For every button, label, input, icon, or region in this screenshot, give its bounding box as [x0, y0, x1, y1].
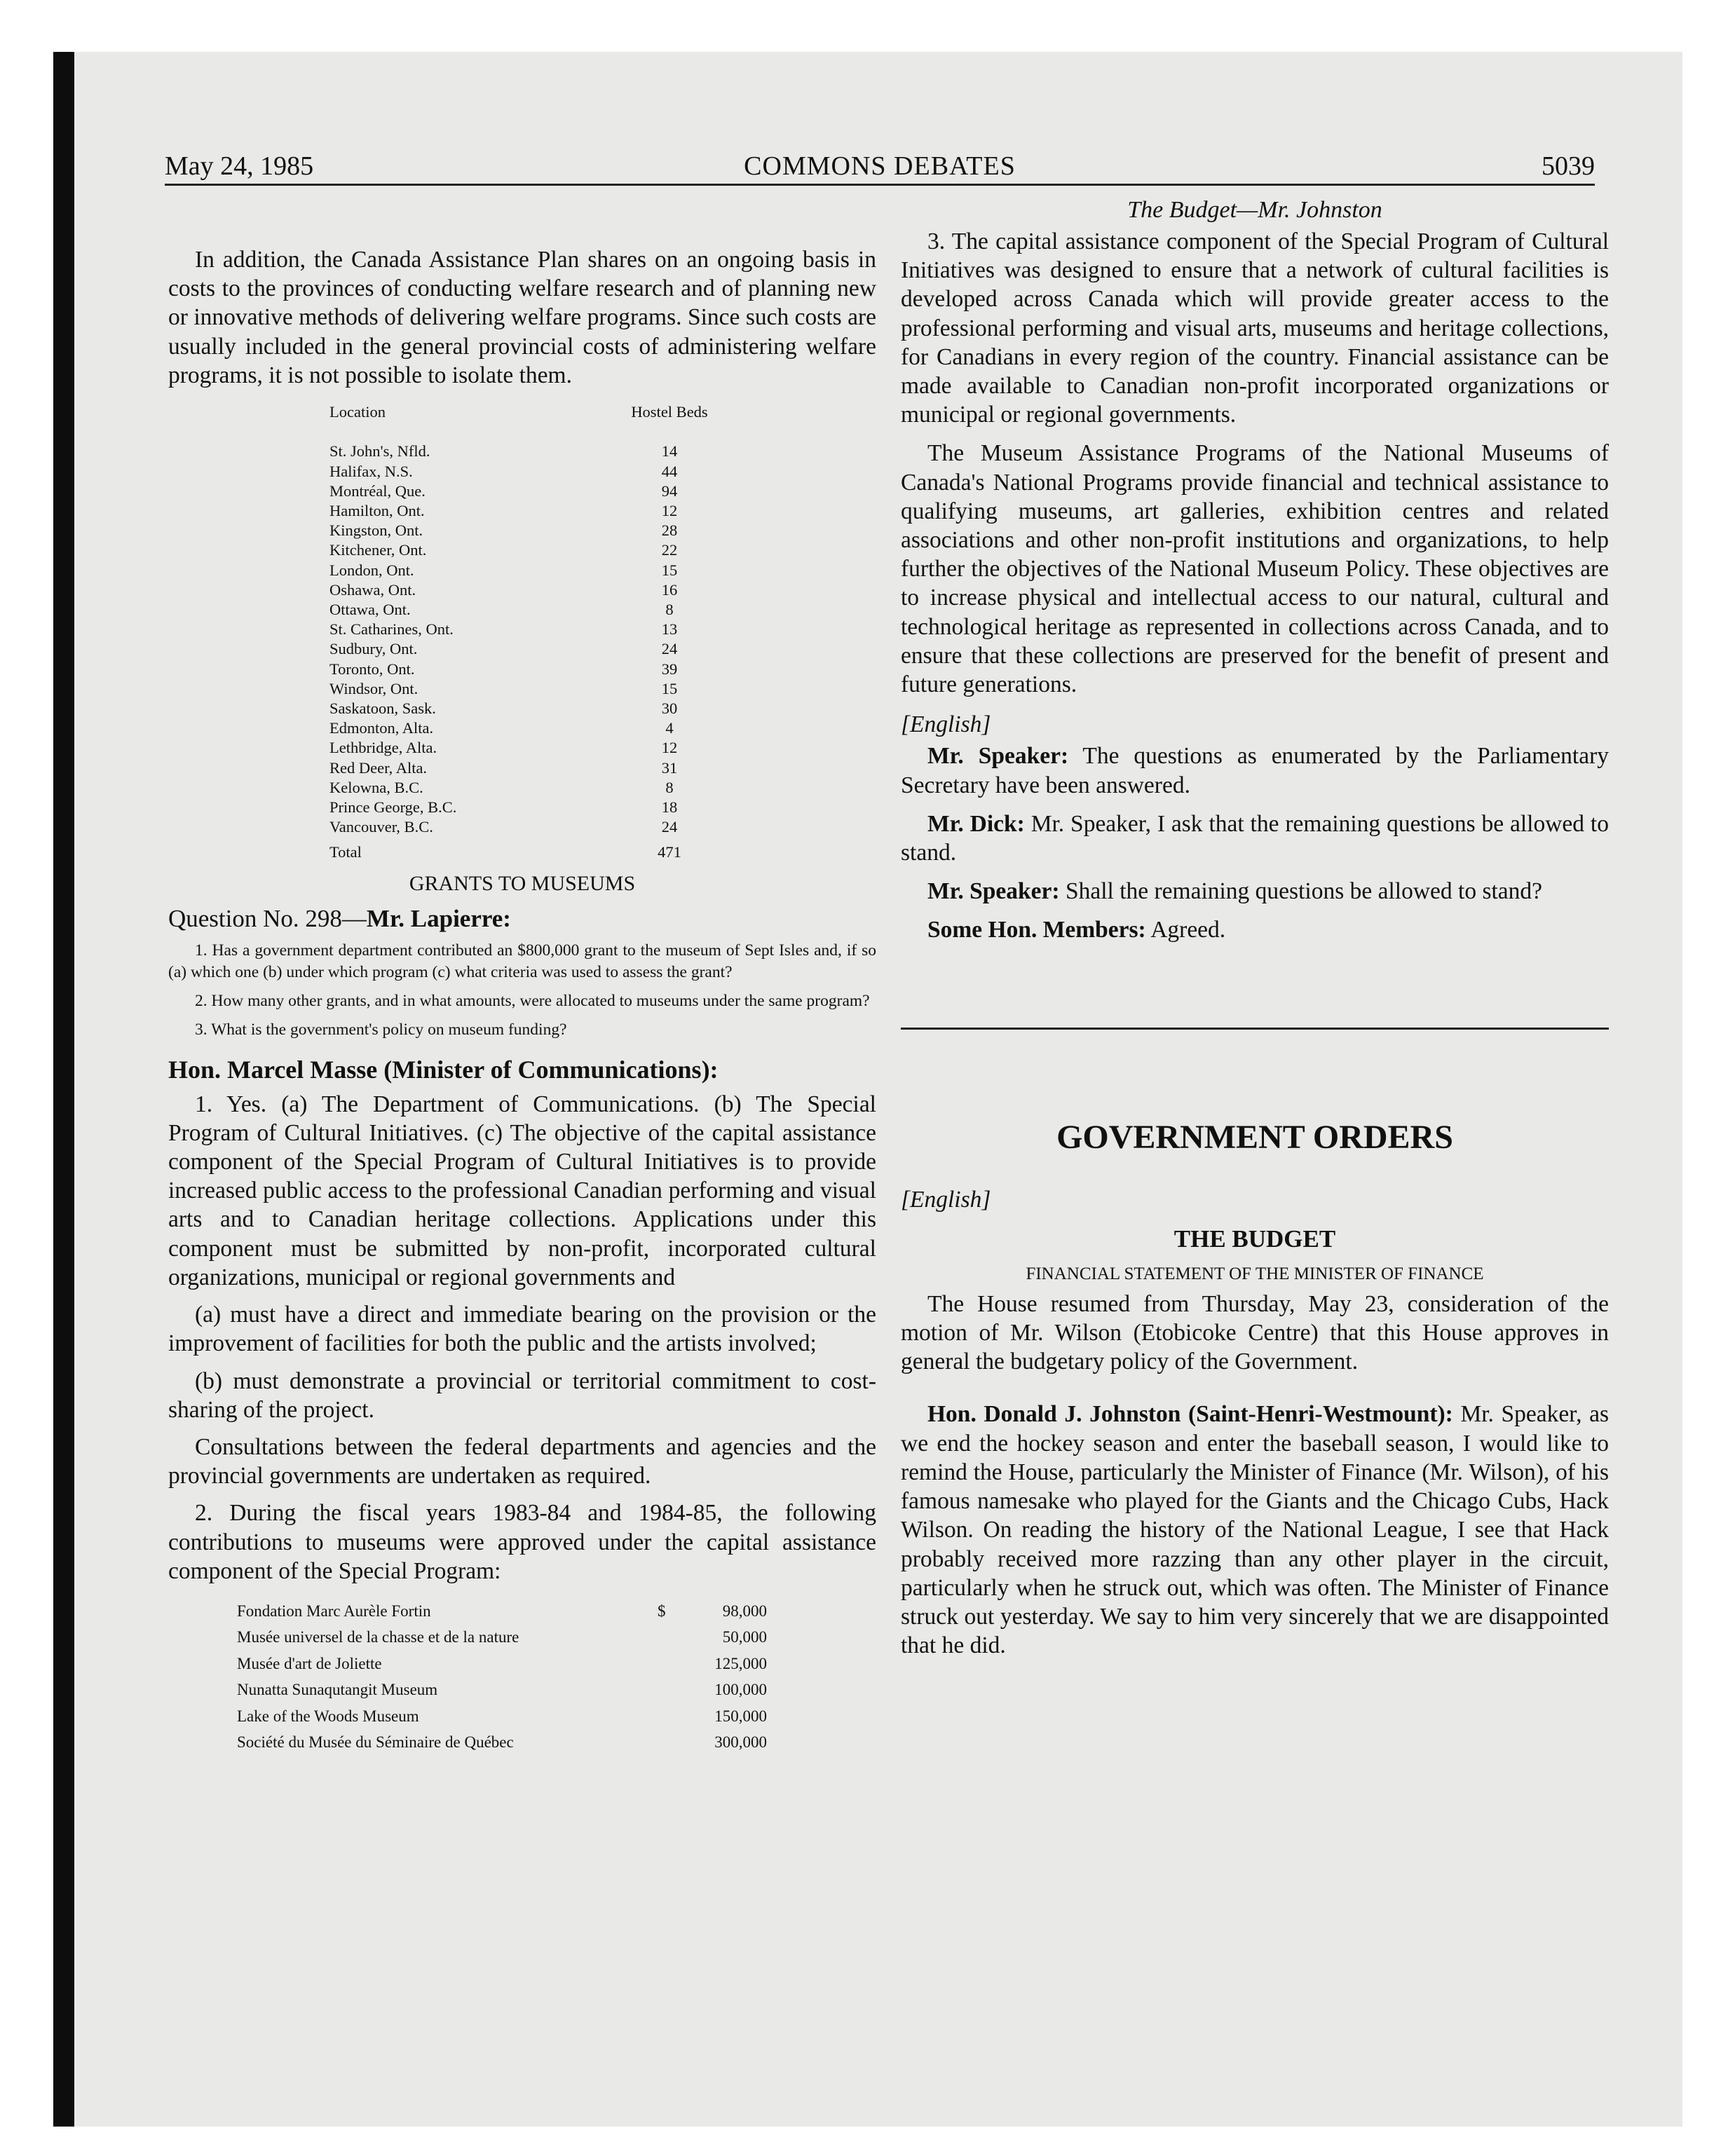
beds-cell: 24 — [661, 818, 678, 836]
table-row — [329, 462, 708, 482]
currency-cell: $ — [658, 1602, 666, 1620]
museum-name-cell: Nunatta Sunaqutangit Museum — [237, 1681, 438, 1699]
answer-paragraph: (b) must demonstrate a provincial or territorial commitment to cost-sharing of the project. — [168, 1367, 876, 1423]
total-label: Total — [329, 843, 362, 861]
answer-speaker: Hon. Marcel Masse (Minister of Communications): — [168, 1055, 719, 1084]
currency-cell — [658, 1729, 683, 1756]
location-cell: Kelowna, B.C. — [329, 778, 423, 796]
table-row — [329, 501, 708, 521]
beds-cell: 16 — [661, 580, 678, 599]
scan-edge — [53, 52, 74, 2127]
grants-table — [237, 1598, 767, 1756]
beds-cell: 13 — [661, 620, 678, 639]
location-cell: Prince George, B.C. — [329, 798, 457, 817]
beds-cell: 28 — [661, 521, 678, 540]
beds-cell: 44 — [661, 462, 678, 480]
beds-cell: 15 — [661, 679, 678, 697]
amount-cell: 98,000 — [722, 1602, 767, 1620]
beds-header-row — [329, 402, 708, 422]
location-cell: St. Catharines, Ont. — [329, 620, 454, 639]
answer-paragraph: (a) must have a direct and immediate bearing on the provision or the improvement of facilities for both the public and the artists involved; — [168, 1302, 876, 1357]
table-row — [329, 778, 708, 798]
location-cell: Kitchener, Ont. — [329, 541, 427, 559]
currency-cell — [658, 1651, 683, 1677]
table-row — [329, 798, 708, 817]
table-row — [329, 660, 708, 679]
question-item: 3. What is the government's policy on museum funding? — [195, 1020, 567, 1039]
intro-paragraph: In addition, the Canada Assistance Plan shares on an ongoing basis in costs to the provinces of conducting welfare research and of planning new or innovative methods of delivering welfare programs. Since such costs are usually included in the general provincial costs of administering welfare programs, it is not possible to isolate them. — [168, 247, 876, 388]
table-row — [237, 1677, 767, 1703]
museum-name-cell: Fondation Marc Aurèle Fortin — [237, 1602, 431, 1620]
speaker-statement-1: Mr. Speaker: The questions as enumerated by the Parliamentary Secretary have been answered. — [901, 743, 1609, 798]
beds-cell: 15 — [661, 561, 678, 579]
hostel-beds-table — [329, 402, 708, 863]
table-row — [329, 580, 708, 600]
location-cell: Montréal, Que. — [329, 482, 426, 500]
speaker-name: Mr. Speaker: — [927, 743, 1069, 770]
museum-name-cell: Musée universel de la chasse et de la nature — [237, 1628, 519, 1646]
table-row — [329, 738, 708, 758]
col-header-beds: Hostel Beds — [631, 403, 708, 421]
johnston-speech: Hon. Donald J. Johnston (Saint-Henri-Westmount): Mr. Speaker, as we end the hockey season and enter the baseball season, I would like to remind the House, particularly the Minister of Finance (Mr. Wilson), of his famous namesake who played for the Giants and the Chicago Cubs, Hack Wilson. On reading the history of the National League, I see that Hack probably received more razzing than any other player in the circuit, particularly when he struck out, which was often. The Minister of Finance struck out yesterday. We say to him very sincerely that we are disappointed that he did. — [901, 1401, 1609, 1659]
right-column — [901, 196, 1609, 1660]
currency-cell — [658, 1677, 683, 1703]
beds-cell: 31 — [661, 758, 678, 777]
page-header — [165, 149, 1595, 184]
table-row — [329, 718, 708, 738]
question-line — [168, 903, 876, 934]
language-tag: [English] — [901, 711, 991, 738]
location-cell: Halifax, N.S. — [329, 462, 413, 480]
header-rule — [165, 184, 1595, 186]
beds-cell: 12 — [661, 739, 678, 757]
location-cell: Hamilton, Ont. — [329, 502, 425, 520]
left-column — [168, 196, 876, 1756]
members-name: Some Hon. Members: — [927, 917, 1146, 943]
table-row — [237, 1651, 767, 1677]
financial-statement-heading: FINANCIAL STATEMENT OF THE MINISTER OF FINANCE — [1026, 1264, 1484, 1283]
beds-cell: 22 — [661, 541, 678, 559]
location-cell: Windsor, Ont. — [329, 679, 419, 697]
location-cell: Red Deer, Alta. — [329, 758, 428, 777]
answer-paragraph: 1. Yes. (a) The Department of Communications. (b) The Special Program of Cultural Initiatives. (c) The objective of the capital assistance component of the Special Program of Cultural Initiatives is to provide increased public access to the professional Canadian performing and visual arts and to Canadian heritage collections. Applications under this component must be submitted by non-profit, incorporated cultural organizations, municipal or regional governments and — [168, 1091, 876, 1290]
house-resumed-paragraph: The House resumed from Thursday, May 23, consideration of the motion of Mr. Wilson (Etobicoke Centre) that this House approves in general the budgetary policy of the Government. — [901, 1290, 1609, 1375]
location-cell: Kingston, Ont. — [329, 521, 423, 540]
table-row — [329, 600, 708, 620]
budget-heading: THE BUDGET — [1173, 1224, 1336, 1253]
beds-cell: 24 — [661, 640, 678, 658]
beds-cell: 14 — [661, 442, 678, 460]
table-row — [329, 482, 708, 501]
amount-cell: 100,000 — [714, 1681, 767, 1699]
members-statement: Some Hon. Members: Agreed. — [927, 917, 1226, 943]
museum-assistance-paragraph: The Museum Assistance Programs of the National Museums of Canada's National Programs provide financial and technical assistance to qualifying museums, art galleries, exhibition centres and related associations and other non-profit institutions and organizations, to help further the objectives of the National Museum Policy. These objectives are to increase physical and intellectual access to our natural, cultural and technological heritage as represented in collections across Canada, and to ensure that these collections are preserved for the benefit of present and future generations. — [901, 440, 1609, 698]
answer-paragraph: Consultations between the federal departments and agencies and the provincial governments are undertaken as required. — [168, 1433, 876, 1489]
table-row — [329, 758, 708, 778]
amount-cell: 125,000 — [714, 1654, 767, 1672]
table-row — [329, 679, 708, 699]
table-row — [237, 1703, 767, 1730]
table-row — [237, 1729, 767, 1756]
table-row — [329, 561, 708, 580]
government-orders-heading: GOVERNMENT ORDERS — [1056, 1118, 1453, 1156]
table-row — [329, 540, 708, 560]
location-cell: Lethbridge, Alta. — [329, 739, 437, 757]
table-row — [329, 639, 708, 659]
beds-cell: 4 — [665, 719, 674, 737]
language-tag: [English] — [901, 1186, 991, 1213]
total-row — [329, 837, 708, 862]
location-cell: Saskatoon, Sask. — [329, 700, 436, 718]
total-value: 471 — [658, 843, 681, 861]
table-row — [237, 1624, 767, 1651]
location-cell: Vancouver, B.C. — [329, 818, 433, 836]
museum-name-cell: Société du Musée du Séminaire de Québec — [237, 1733, 514, 1752]
question-item: 1. Has a government department contributed an $800,000 grant to the museum of Sept Isles and, if so (a) which one (b) under which program (c) what criteria was used to assess the grant? — [168, 941, 876, 981]
question-item: 2. How many other grants, and in what amounts, were allocated to museums under the same program? — [195, 991, 870, 1010]
running-head: The Budget—Mr. Johnston — [1127, 197, 1382, 223]
answer-paragraph: 2. During the fiscal years 1983-84 and 1984-85, the following contributions to museums were approved under the capital assistance component of the Special Program: — [168, 1500, 876, 1584]
museum-name-cell: Lake of the Woods Museum — [237, 1707, 419, 1725]
question-list — [168, 940, 876, 1041]
amount-cell: 300,000 — [714, 1733, 767, 1752]
question-member: Mr. Lapierre: — [366, 904, 511, 932]
dick-name: Mr. Dick: — [927, 810, 1025, 837]
table-row — [329, 521, 708, 540]
beds-cell: 39 — [661, 660, 678, 678]
location-cell: London, Ont. — [329, 561, 414, 579]
table-row — [329, 620, 708, 639]
beds-cell: 12 — [661, 502, 678, 520]
section-rule — [901, 1028, 1609, 1030]
dick-statement: Mr. Dick: Mr. Speaker, I ask that the remaining questions be allowed to stand. — [901, 810, 1609, 866]
table-row — [237, 1598, 767, 1625]
speaker-name: Mr. Speaker: — [927, 878, 1060, 905]
location-cell: Ottawa, Ont. — [329, 601, 411, 619]
location-cell: St. John's, Nfld. — [329, 442, 430, 460]
speaker-statement-2: Mr. Speaker: Shall the remaining questions be allowed to stand? — [927, 878, 1543, 905]
grants-heading: GRANTS TO MUSEUMS — [409, 871, 636, 895]
table-row — [329, 442, 708, 461]
beds-cell: 30 — [661, 700, 678, 718]
location-cell: Sudbury, Ont. — [329, 640, 418, 658]
amount-cell: 150,000 — [714, 1707, 767, 1725]
beds-cell: 94 — [661, 482, 678, 500]
beds-cell: 8 — [665, 778, 674, 796]
amount-cell: 50,000 — [722, 1628, 767, 1646]
currency-cell — [658, 1703, 683, 1730]
table-row — [329, 817, 708, 837]
location-cell: Oshawa, Ont. — [329, 580, 416, 599]
beds-cell: 8 — [665, 601, 674, 619]
location-cell: Edmonton, Alta. — [329, 719, 434, 737]
location-cell: Toronto, Ont. — [329, 660, 415, 678]
beds-cell: 18 — [661, 798, 678, 817]
header-date: May 24, 1985 — [165, 151, 314, 181]
answer-text — [168, 1090, 876, 1585]
col-header-location: Location — [329, 403, 386, 421]
museum-name-cell: Musée d'art de Joliette — [237, 1654, 382, 1672]
johnston-name: Hon. Donald J. Johnston (Saint-Henri-Westmount): — [927, 1401, 1453, 1428]
question-number: Question No. 298— — [168, 904, 367, 932]
currency-cell — [658, 1624, 683, 1651]
capital-assistance-paragraph: 3. The capital assistance component of the Special Program of Cultural Initiatives was designed to ensure that a network of cultural facilities is developed across Canada which will provide greater access to the professional performing and visual arts, museums and heritage collections, for Canadians in every region of the country. Financial assistance can be made available to Canadian non-profit incorporated organizations or municipal or regional governments. — [901, 228, 1609, 428]
header-title: COMMONS DEBATES — [744, 151, 1016, 181]
header-page-number: 5039 — [1542, 151, 1595, 181]
table-row — [329, 699, 708, 718]
